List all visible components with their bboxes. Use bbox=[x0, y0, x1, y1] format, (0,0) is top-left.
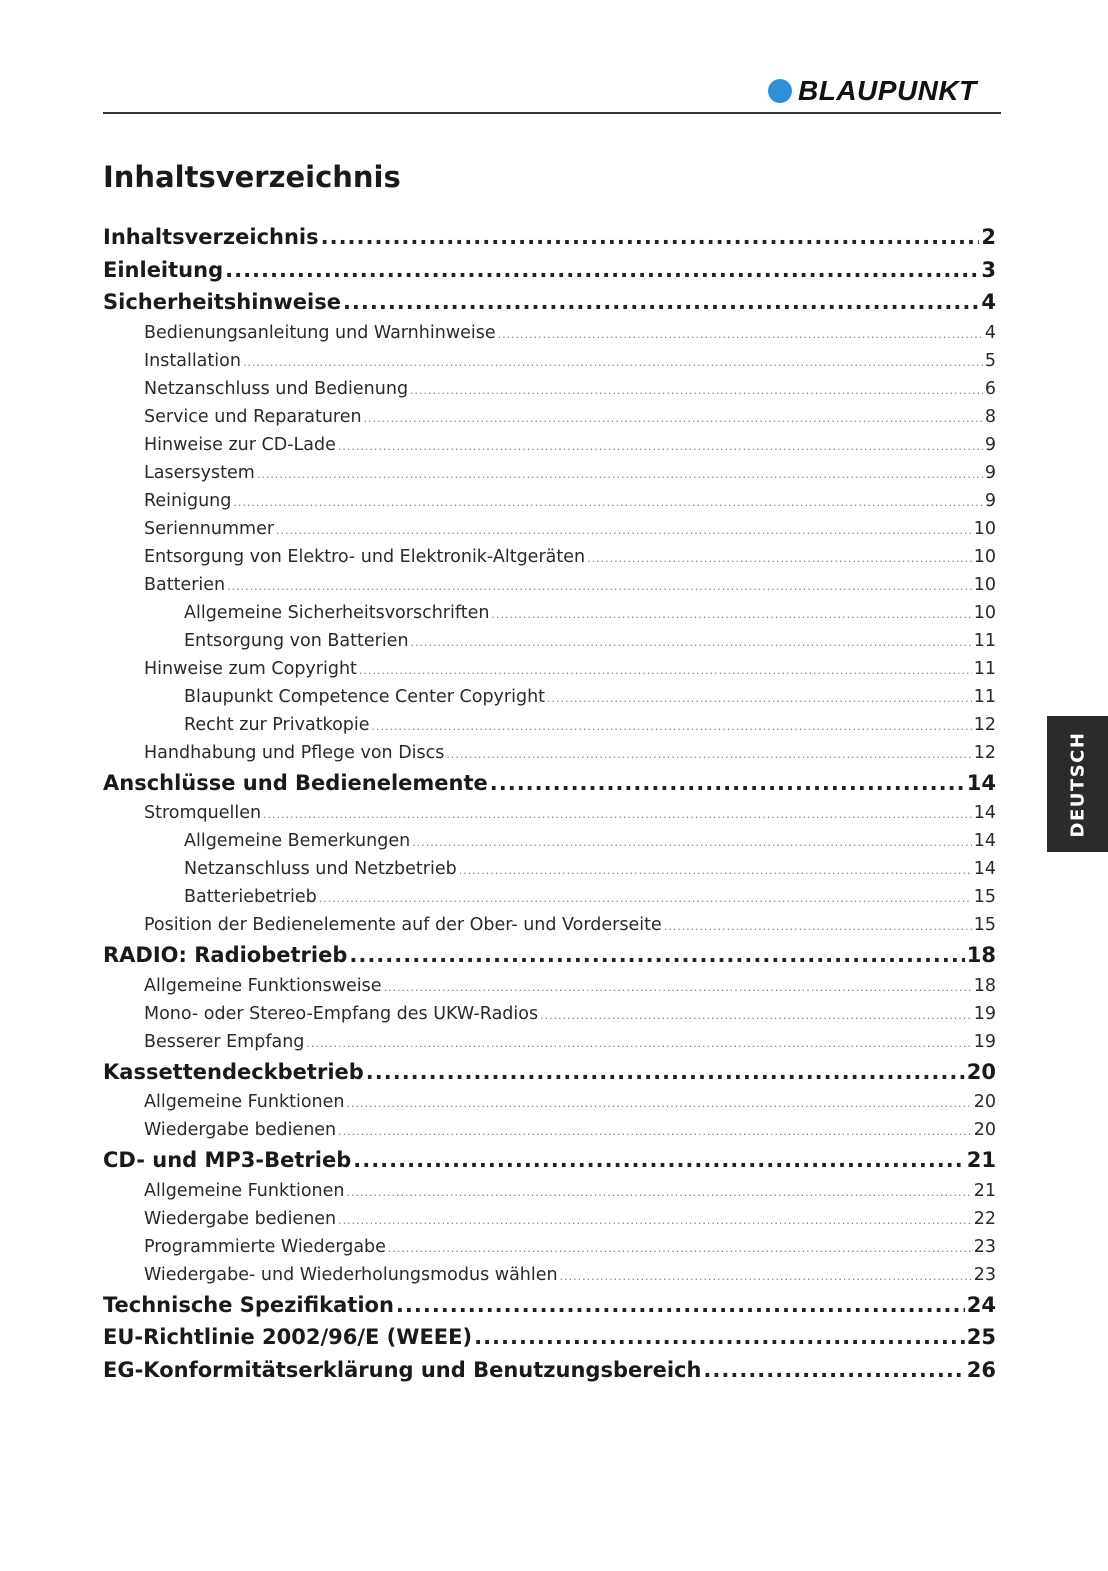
toc-page-number: 10 bbox=[973, 602, 996, 623]
toc-entry-title: Einleitung bbox=[103, 257, 224, 282]
toc-entry-title: Recht zur Privatkopie bbox=[184, 714, 370, 735]
toc-entry-title: Allgemeine Funktionen bbox=[144, 1180, 345, 1201]
toc-entry-level-3[interactable] bbox=[103, 711, 996, 739]
toc-page-number: 10 bbox=[973, 518, 996, 539]
toc-page-number: 14 bbox=[966, 770, 996, 795]
toc-page-number: 12 bbox=[973, 742, 996, 763]
toc-entry-title: EG-Konformitätserklärung und Benutzungsbereich bbox=[103, 1357, 702, 1382]
toc-page-number: 19 bbox=[973, 1031, 996, 1052]
toc-dot-leader bbox=[225, 254, 979, 287]
toc-dot-leader bbox=[703, 1354, 964, 1387]
toc-dot-leader bbox=[359, 657, 972, 683]
toc-entry-level-2[interactable] bbox=[103, 972, 996, 1000]
toc-entry-title: Wiedergabe bedienen bbox=[144, 1120, 337, 1140]
toc-entry-level-3[interactable] bbox=[103, 855, 996, 883]
toc-dot-leader bbox=[276, 517, 972, 543]
toc-page-number: 9 bbox=[984, 434, 996, 455]
toc-entry-level-3[interactable] bbox=[103, 883, 996, 911]
toc-entry-level-2[interactable] bbox=[103, 1088, 996, 1116]
toc-dot-leader bbox=[338, 433, 983, 459]
toc-entry-level-1[interactable] bbox=[103, 286, 996, 319]
toc-entry-level-2[interactable] bbox=[103, 487, 996, 515]
toc-dot-leader bbox=[490, 767, 965, 800]
toc-page-number: 2 bbox=[981, 225, 996, 249]
toc-entry-level-1[interactable] bbox=[103, 1289, 996, 1322]
toc-entry-level-2[interactable] bbox=[103, 1116, 996, 1144]
brand-name: BLAUPUNKT bbox=[798, 75, 977, 106]
toc-entry-level-1[interactable] bbox=[103, 1056, 996, 1089]
toc-page-number: 21 bbox=[966, 1148, 996, 1172]
toc-entry-title: Installation bbox=[144, 350, 241, 371]
toc-page-number: 19 bbox=[973, 1003, 996, 1024]
toc-entry-title: Reinigung bbox=[144, 490, 232, 511]
toc-entry-level-2[interactable] bbox=[103, 1028, 996, 1056]
toc-dot-leader bbox=[384, 974, 972, 1000]
toc-page-number: 24 bbox=[966, 1292, 996, 1317]
toc-entry-title: Wiedergabe bedienen bbox=[144, 1208, 337, 1229]
toc-entry-title: Position der Bedienelemente auf der Ober- und Vorderseite bbox=[144, 915, 662, 935]
toc-entry-level-2[interactable] bbox=[103, 739, 996, 767]
toc-entry-title: Entsorgung von Elektro- und Elektronik-Altgeräten bbox=[144, 546, 586, 567]
toc-entry-level-2[interactable] bbox=[103, 543, 996, 571]
toc-entry-title: Blaupunkt Competence Center Copyright bbox=[184, 686, 546, 707]
toc-dot-leader bbox=[366, 1056, 965, 1089]
toc-page-number: 8 bbox=[984, 406, 996, 427]
toc-page-number: 22 bbox=[973, 1208, 996, 1229]
toc-page-number: 9 bbox=[984, 462, 996, 483]
toc-entry-level-1[interactable] bbox=[103, 254, 996, 287]
toc-entry-title: Besserer Empfang bbox=[144, 1031, 305, 1052]
toc-page-number: 6 bbox=[984, 378, 996, 399]
toc-page-number: 15 bbox=[973, 887, 996, 907]
toc-entry-level-3[interactable] bbox=[103, 627, 996, 655]
toc-dot-leader bbox=[346, 1179, 971, 1205]
toc-page-number: 23 bbox=[973, 1236, 996, 1257]
toc-page-number: 3 bbox=[981, 257, 996, 282]
toc-entry-title: Inhaltsverzeichnis bbox=[103, 225, 319, 249]
toc-page-number: 14 bbox=[973, 831, 996, 851]
toc-entry-level-1[interactable] bbox=[103, 939, 996, 972]
toc-dot-leader bbox=[664, 913, 972, 939]
toc-page-number: 20 bbox=[973, 1092, 996, 1112]
toc-entry-title: CD- und MP3-Betrieb bbox=[103, 1148, 352, 1172]
page-title: Inhaltsverzeichnis bbox=[103, 160, 401, 194]
toc-page-number: 10 bbox=[973, 574, 996, 595]
toc-entry-level-2[interactable] bbox=[103, 1177, 996, 1205]
toc-dot-leader bbox=[412, 829, 972, 855]
toc-entry-level-2[interactable] bbox=[103, 375, 996, 403]
table-of-contents bbox=[103, 221, 996, 1386]
toc-entry-level-2[interactable] bbox=[103, 515, 996, 543]
toc-dot-leader bbox=[227, 573, 972, 599]
toc-dot-leader bbox=[257, 461, 983, 487]
toc-dot-leader bbox=[491, 601, 971, 627]
toc-dot-leader bbox=[263, 801, 972, 827]
toc-page-number: 20 bbox=[966, 1059, 996, 1084]
toc-entry-title: Seriennummer bbox=[144, 518, 275, 539]
toc-dot-leader bbox=[353, 1144, 965, 1177]
toc-entry-title: Allgemeine Sicherheitsvorschriften bbox=[184, 602, 490, 623]
toc-entry-level-1[interactable] bbox=[103, 1144, 996, 1177]
toc-dot-leader bbox=[364, 405, 983, 431]
toc-dot-leader bbox=[459, 857, 972, 883]
toc-entry-title: Mono- oder Stereo-Empfang des UKW-Radios bbox=[144, 1003, 539, 1024]
toc-page-number: 25 bbox=[966, 1325, 996, 1349]
toc-entry-level-3[interactable] bbox=[103, 683, 996, 711]
language-tab bbox=[1047, 716, 1108, 852]
toc-entry-title: Batteriebetrieb bbox=[184, 887, 317, 907]
toc-entry-title: Service und Reparaturen bbox=[144, 406, 362, 427]
toc-page-number: 11 bbox=[973, 630, 996, 651]
toc-page-number: 11 bbox=[973, 686, 996, 707]
toc-entry-level-2[interactable] bbox=[103, 1261, 996, 1289]
toc-entry-level-2[interactable] bbox=[103, 571, 996, 599]
toc-entry-level-2[interactable] bbox=[103, 431, 996, 459]
toc-entry-level-3[interactable] bbox=[103, 827, 996, 855]
toc-entry-level-2[interactable] bbox=[103, 1000, 996, 1028]
toc-entry-level-1[interactable] bbox=[103, 221, 996, 254]
toc-dot-leader bbox=[338, 1118, 972, 1144]
toc-dot-leader bbox=[338, 1207, 972, 1233]
toc-entry-level-1[interactable] bbox=[103, 1354, 996, 1387]
toc-dot-leader bbox=[321, 221, 980, 254]
toc-entry-title: Allgemeine Funktionen bbox=[144, 1092, 345, 1112]
toc-dot-leader bbox=[388, 1235, 972, 1261]
toc-entry-level-1[interactable] bbox=[103, 1321, 996, 1354]
toc-page-number: 14 bbox=[973, 859, 996, 879]
toc-dot-leader bbox=[372, 713, 972, 739]
toc-dot-leader bbox=[346, 1090, 971, 1116]
language-tab-label: DEUTSCH bbox=[1067, 731, 1088, 837]
toc-entry-level-2[interactable] bbox=[103, 799, 996, 827]
toc-entry-level-2[interactable] bbox=[103, 319, 996, 347]
toc-entry-title: Wiedergabe- und Wiederholungsmodus wählen bbox=[144, 1264, 558, 1285]
toc-page-number: 4 bbox=[984, 322, 996, 343]
toc-page-number: 10 bbox=[973, 546, 996, 567]
toc-entry-level-2[interactable] bbox=[103, 1205, 996, 1233]
toc-page-number: 9 bbox=[984, 490, 996, 511]
toc-entry-level-2[interactable] bbox=[103, 459, 996, 487]
toc-entry-level-2[interactable] bbox=[103, 655, 996, 683]
toc-entry-title: Netzanschluss und Netzbetrieb bbox=[184, 859, 457, 879]
toc-entry-level-2[interactable] bbox=[103, 911, 996, 939]
toc-dot-leader bbox=[560, 1263, 972, 1289]
toc-page-number: 4 bbox=[981, 290, 996, 314]
toc-entry-title: Lasersystem bbox=[144, 462, 255, 483]
toc-dot-leader bbox=[306, 1030, 971, 1056]
header-rule bbox=[103, 112, 1001, 114]
toc-dot-leader bbox=[411, 629, 972, 655]
toc-dot-leader bbox=[410, 377, 983, 403]
toc-entry-title: Hinweise zur CD-Lade bbox=[144, 434, 336, 455]
toc-entry-level-2[interactable] bbox=[103, 347, 996, 375]
toc-entry-level-2[interactable] bbox=[103, 1233, 996, 1261]
toc-entry-title: Bedienungsanleitung und Warnhinweise bbox=[144, 322, 496, 343]
toc-entry-title: Kassettendeckbetrieb bbox=[103, 1059, 364, 1084]
toc-entry-title: EU-Richtlinie 2002/96/E (WEEE) bbox=[103, 1325, 473, 1349]
toc-entry-title: Hinweise zum Copyright bbox=[144, 658, 357, 679]
toc-page-number: 21 bbox=[973, 1180, 996, 1201]
toc-entry-title: Programmierte Wiedergabe bbox=[144, 1236, 386, 1257]
toc-entry-level-1[interactable] bbox=[103, 767, 996, 800]
toc-page-number: 12 bbox=[973, 714, 996, 735]
brand-logo bbox=[768, 74, 977, 108]
toc-entry-level-3[interactable] bbox=[103, 599, 996, 627]
toc-entry-title: RADIO: Radiobetrieb bbox=[103, 943, 348, 967]
toc-entry-title: Technische Spezifikation bbox=[103, 1292, 394, 1317]
toc-dot-leader bbox=[233, 489, 983, 515]
toc-entry-title: Netzanschluss und Bedienung bbox=[144, 378, 409, 399]
toc-entry-title: Batterien bbox=[144, 574, 226, 595]
toc-entry-title: Allgemeine Bemerkungen bbox=[184, 831, 411, 851]
toc-entry-level-2[interactable] bbox=[103, 403, 996, 431]
toc-page-number: 18 bbox=[966, 943, 996, 967]
toc-entry-title: Stromquellen bbox=[144, 803, 262, 823]
toc-dot-leader bbox=[243, 349, 983, 375]
toc-dot-leader bbox=[547, 685, 972, 711]
toc-entry-title: Anschlüsse und Bedienelemente bbox=[103, 770, 488, 795]
toc-entry-title: Entsorgung von Batterien bbox=[184, 630, 409, 651]
toc-entry-title: Sicherheitshinweise bbox=[103, 290, 341, 314]
toc-page-number: 5 bbox=[984, 350, 996, 371]
toc-dot-leader bbox=[540, 1002, 972, 1028]
toc-entry-title: Allgemeine Funktionsweise bbox=[144, 975, 382, 996]
toc-dot-leader bbox=[349, 939, 964, 972]
toc-page-number: 18 bbox=[973, 975, 996, 996]
toc-dot-leader bbox=[498, 321, 983, 347]
toc-dot-leader bbox=[343, 286, 979, 319]
toc-entry-title: Handhabung und Pflege von Discs bbox=[144, 742, 445, 763]
toc-page-number: 15 bbox=[973, 915, 996, 935]
toc-dot-leader bbox=[319, 885, 972, 911]
toc-dot-leader bbox=[474, 1321, 965, 1354]
toc-dot-leader bbox=[587, 545, 972, 571]
toc-page-number: 14 bbox=[973, 803, 996, 823]
toc-page-number: 26 bbox=[966, 1357, 996, 1382]
toc-page-number: 23 bbox=[973, 1264, 996, 1285]
toc-page-number: 11 bbox=[973, 658, 996, 679]
toc-page-number: 20 bbox=[973, 1120, 996, 1140]
toc-dot-leader bbox=[396, 1289, 965, 1322]
toc-dot-leader bbox=[446, 741, 971, 767]
brand-dot-icon bbox=[768, 79, 792, 103]
